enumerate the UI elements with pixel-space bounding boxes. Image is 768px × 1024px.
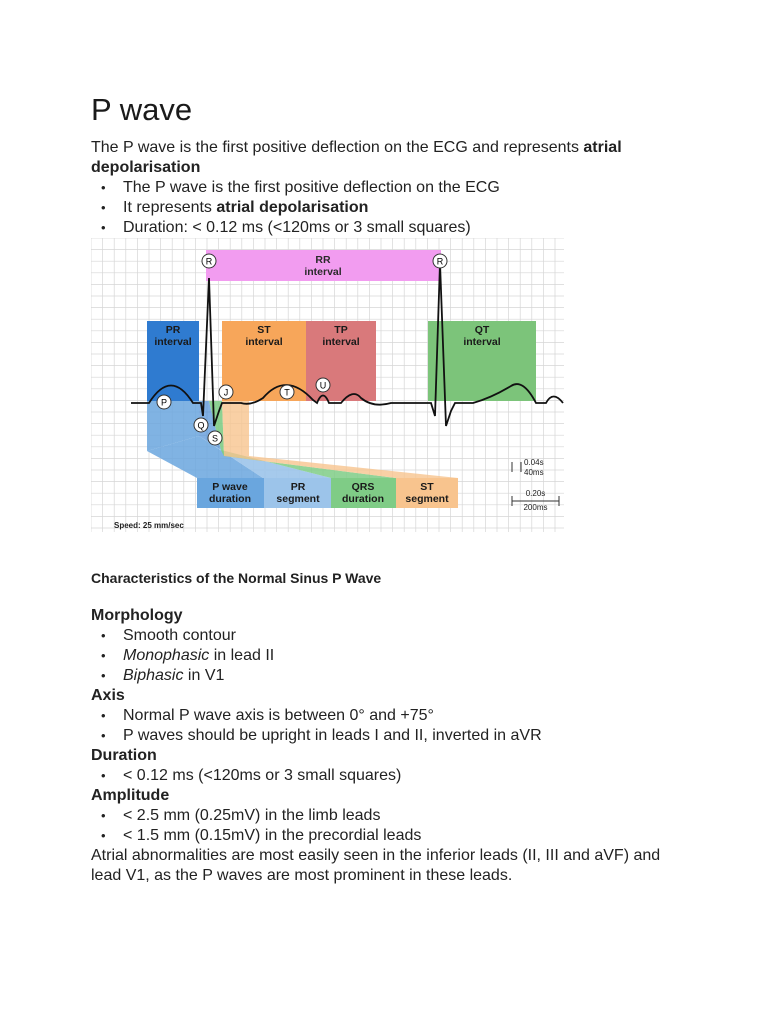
list-item: [91, 218, 500, 238]
rr-label-line2: interval: [304, 266, 342, 278]
ecg-diagram-svg: [91, 238, 564, 532]
amplitude-heading: Amplitude: [91, 787, 170, 804]
tp-label-line1: TP: [334, 324, 348, 336]
list-item-italic-text: Monophasic: [123, 647, 210, 664]
list-item: [91, 198, 500, 218]
scale-small-ms: 40ms: [524, 468, 544, 477]
list-item: • Normal P wave axis is between 0° and +75°: [91, 706, 691, 726]
p-duration-label-line1: P wave: [212, 481, 248, 493]
p-wave-label: P: [160, 397, 168, 408]
rr-label-line1: RR: [315, 254, 331, 266]
pr-label-line1: PR: [165, 324, 181, 336]
axis-heading: Axis: [91, 687, 125, 704]
j-point-label: J: [223, 387, 229, 398]
qt-label-line1: QT: [474, 324, 490, 336]
t-wave-label: T: [284, 387, 290, 398]
qt-label-line2: interval: [463, 336, 501, 348]
intro-text: The P wave is the first positive deflection on the ECG and represents: [91, 139, 584, 156]
list-item-bold-text: atrial depolarisation: [216, 199, 369, 216]
q-wave-label: Q: [197, 420, 205, 431]
morphology-heading: Morphology: [91, 607, 183, 624]
qrs-label-line2: duration: [342, 493, 384, 505]
intro-bold-text: atrial depolarisation: [91, 139, 622, 176]
pr-segment-label-line1: PR: [290, 481, 306, 493]
r-wave-label-2: R: [436, 256, 444, 267]
list-item-text: Duration: < 0.12 ms (<120ms or 3 small squares): [123, 219, 471, 236]
list-item: [91, 666, 691, 686]
characteristics-sections: [91, 606, 691, 886]
list-item: • < 1.5 mm (0.15mV) in the precordial leads: [91, 826, 691, 846]
list-item: • < 0.12 ms (<120ms or 3 small squares): [91, 766, 691, 786]
page-title: P wave: [91, 92, 193, 127]
summary-list: [91, 178, 500, 238]
list-item: [91, 626, 691, 646]
list-item-italic-text: Biphasic: [123, 667, 184, 684]
s-wave-label: S: [211, 433, 219, 444]
list-item: [91, 646, 691, 666]
r-wave-label-1: R: [205, 256, 213, 267]
list-item-text: The P wave is the first positive deflection on the ECG: [123, 179, 500, 196]
ecg-diagram: [91, 238, 564, 532]
duration-list: [91, 766, 691, 786]
amplitude-list: [91, 806, 691, 846]
u-wave-label: U: [319, 380, 327, 391]
list-item: [91, 178, 500, 198]
scale-small-seconds: 0.04s: [524, 458, 544, 467]
scale-large-seconds: 0.20s: [525, 489, 546, 498]
scale-large-ms: 200ms: [523, 503, 548, 512]
qrs-label-line1: QRS: [351, 481, 375, 493]
tp-label-line2: interval: [322, 336, 360, 348]
p-duration-label-line2: duration: [209, 493, 251, 505]
characteristics-heading: Characteristics of the Normal Sinus P Wave: [91, 570, 382, 586]
list-item-text: Smooth contour: [123, 627, 236, 644]
paper-speed-label: Speed: 25 mm/sec: [114, 521, 184, 530]
list-item-text: in V1: [183, 667, 225, 684]
morphology-list: [91, 626, 691, 686]
intro-paragraph: [91, 138, 681, 178]
closing-paragraph: Atrial abnormalities are most easily seen in the inferior leads (II, III and aVF) and lead V1, as the P waves are most prominent in these leads.: [91, 847, 661, 884]
st-segment-projection: [222, 401, 249, 456]
st-segment-label-line1: ST: [420, 481, 434, 493]
list-item: • < 2.5 mm (0.25mV) in the limb leads: [91, 806, 691, 826]
st-segment-label-line2: segment: [405, 493, 449, 505]
st-label-line1: ST: [257, 324, 271, 336]
pr-segment-label-line2: segment: [276, 493, 320, 505]
pr-label-line2: interval: [154, 336, 192, 348]
duration-heading: Duration: [91, 747, 157, 764]
list-item-text: It represents: [123, 199, 217, 216]
axis-list: [91, 706, 691, 746]
list-item-text: in lead II: [209, 647, 275, 664]
list-item: • P waves should be upright in leads I and II, inverted in aVR: [91, 726, 691, 746]
st-label-line2: interval: [245, 336, 283, 348]
